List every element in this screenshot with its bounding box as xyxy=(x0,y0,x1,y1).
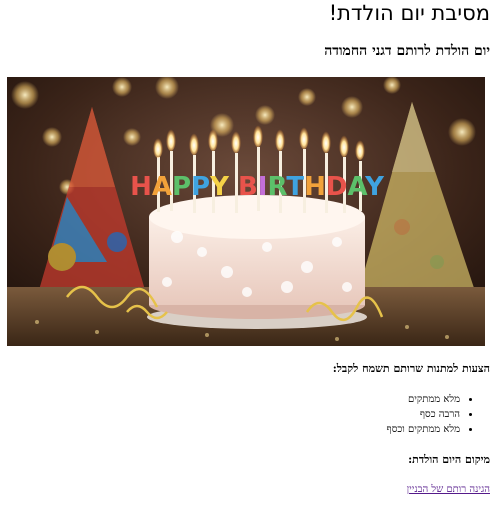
page-subtitle: יום הולדת לרותם דגני החמודה xyxy=(324,43,490,59)
cake xyxy=(149,195,365,319)
location-heading: מיקום היום הולדת: xyxy=(408,453,490,466)
list-item: • מלא ממתקים xyxy=(387,392,460,407)
gift-suggestions-heading: הצעות למתנות שרותם תשמח לקבל: xyxy=(332,362,490,375)
birthday-cake-image xyxy=(7,77,485,346)
list-item: • מלא ממתקים וכסף xyxy=(387,422,460,437)
candle-letters: HAPPY BIRTHDAY xyxy=(130,172,384,202)
list-item: • הרבה כסף xyxy=(387,407,460,422)
birthday-cake-photo xyxy=(7,77,485,346)
gift-suggestions-list xyxy=(387,392,490,437)
location-link[interactable]: הגינה רותם של הבניין xyxy=(406,484,490,495)
page-title: מסיבת יום הולדת! xyxy=(328,1,490,25)
